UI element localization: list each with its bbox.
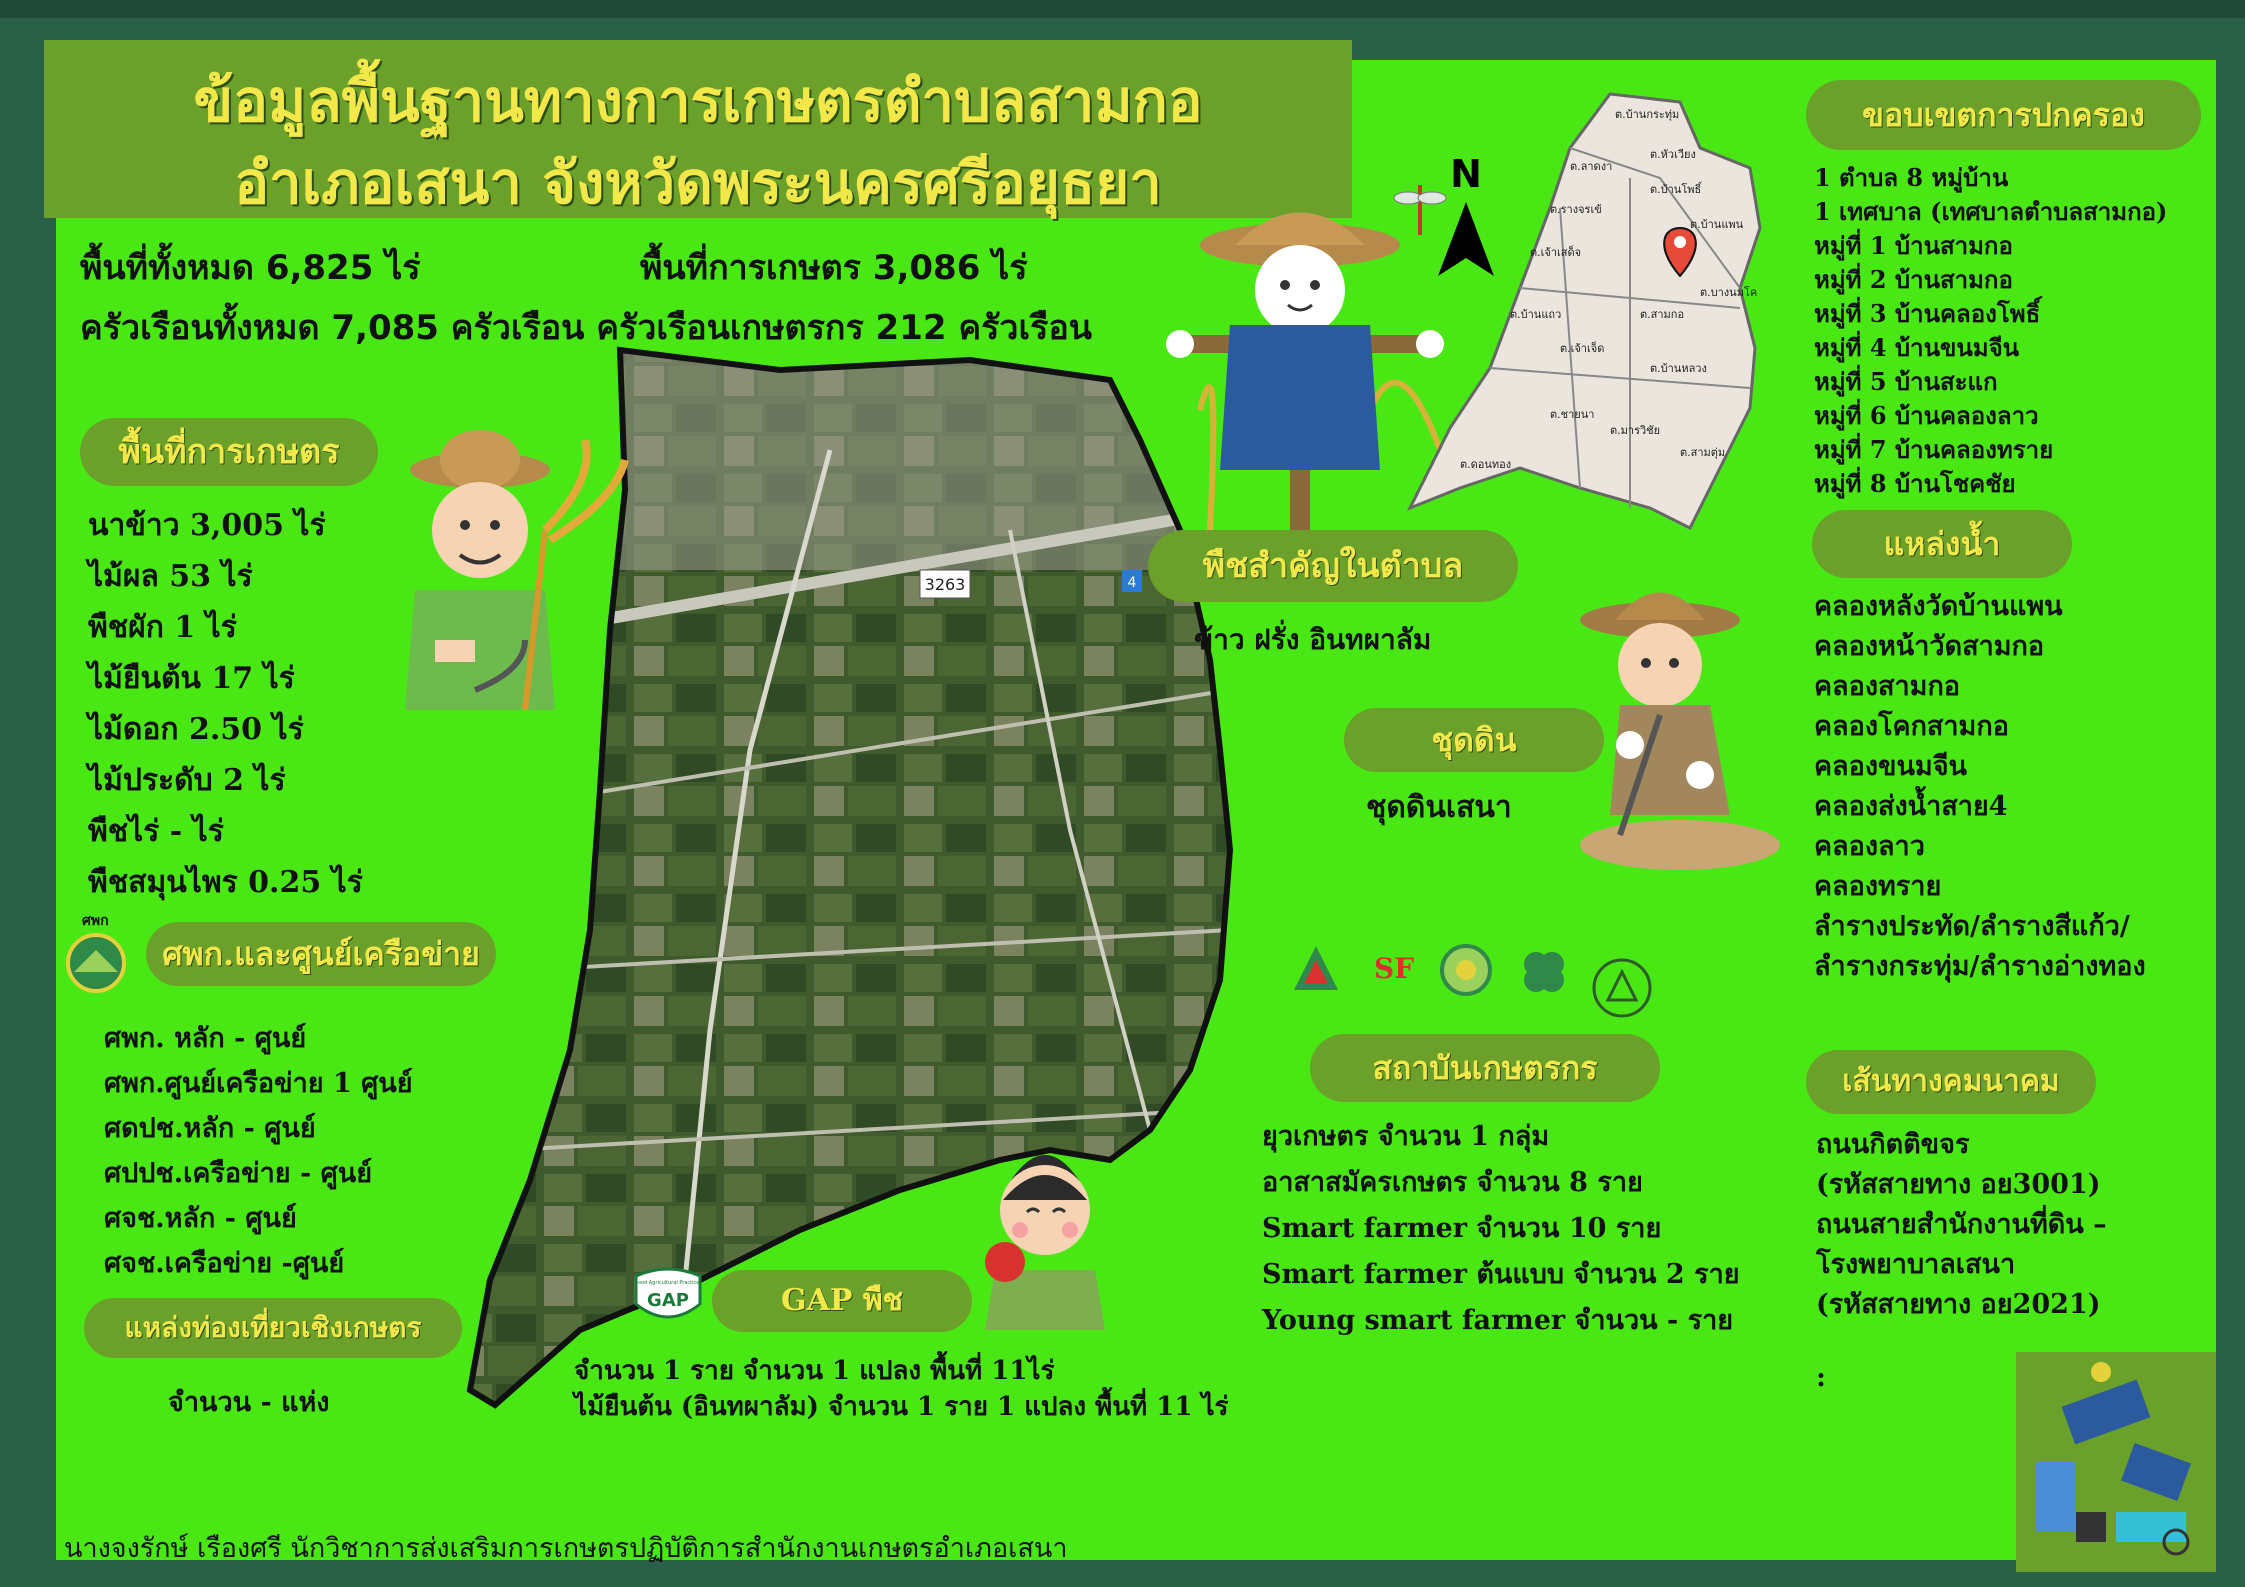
water-heading: แหล่งน้ำ (1812, 510, 2072, 578)
admin-item: 1 ตำบล 8 หมู่บ้าน (1814, 163, 2009, 192)
district-label: ต.บ้านแถว (1510, 308, 1562, 321)
agri-area-item: พืชไร่ - ไร่ (88, 814, 224, 849)
soil-heading: ชุดดิน (1344, 708, 1604, 772)
farmer-rice-illustration (375, 420, 665, 720)
district-label: ต.บ้านแพน (1690, 218, 1744, 231)
water-item: ลำรางกระทุ่ม/ลำรางอ่างทอง (1814, 951, 2146, 982)
admin-item: 1 เทศบาล (เทศบาลตำบลสามกอ) (1814, 197, 2168, 226)
transport-item: (รหัสสายทาง อย3001) (1816, 1169, 2101, 1200)
doae-logo-2-icon (1590, 956, 1654, 1020)
transport-item: โรงพยาบาลเสนา (1816, 1249, 2016, 1280)
agri-area-heading: พื้นที่การเกษตร (80, 418, 378, 486)
institution-item: Smart farmer ต้นแบบ จำนวน 2 ราย (1262, 1259, 1740, 1290)
transport-item: (รหัสสายทาง อย2021) (1816, 1289, 2101, 1320)
road-number-label: 3263 (924, 575, 966, 594)
institution-item: ยุวเกษตร จำนวน 1 กลุ่ม (1262, 1121, 1550, 1152)
gap-badge-icon (630, 1266, 706, 1330)
water-item: คลองหลังวัดบ้านแพน (1814, 591, 2063, 622)
institutions-heading: สถาบันเกษตรกร (1310, 1034, 1660, 1102)
admin-item: หมู่ที่ 7 บ้านคลองทราย (1814, 435, 2054, 464)
transport-heading: เส้นทางคมนาคม (1806, 1050, 2096, 1114)
gap-line-2: ไม้ยืนต้น (อินทผาลัม) จำนวน 1 ราย 1 แปลง พื้นที่ 11 ไร่ (574, 1392, 1229, 1422)
gap-line-1: จำนวน 1 ราย จำนวน 1 แปลง พื้นที่ 11ไร่ (574, 1356, 1055, 1386)
soil-value: ชุดดินเสนา (1366, 790, 1512, 825)
gap-heading: GAP พืช (712, 1270, 972, 1332)
district-label: ต.บ้านหลวง (1650, 362, 1707, 375)
agri-area-item: พืชผัก 1 ไร่ (88, 610, 237, 645)
tourism-heading: แหล่งท่องเที่ยวเชิงเกษตร (84, 1298, 462, 1358)
transport-item: ถนนสายสำนักงานที่ดิน – (1816, 1209, 2107, 1240)
agri-area-text: พื้นที่การเกษตร 3,086 ไร่ (640, 248, 1028, 288)
network-item: ศพก. หลัก - ศูนย์ (104, 1023, 307, 1054)
district-label: ต.บางนมโค (1700, 286, 1758, 299)
water-item: คลองส่งน้ำสาย4 (1814, 791, 2008, 822)
admin-heading: ขอบเขตการปกครอง (1806, 80, 2201, 150)
soil-digger-illustration (1560, 575, 1780, 875)
footer-author: นางจงรักษ์ เรืองศรี นักวิชาการส่งเสริมการเกษตรปฏิบัติการสำนักงานเกษตรอำเภอเสนา (64, 1533, 1068, 1564)
network-item: ศดปช.หลัก - ศูนย์ (104, 1113, 316, 1144)
network-item: ศพก.ศูนย์เครือข่าย 1 ศูนย์ (104, 1068, 413, 1099)
total-area-text: พื้นที่ทั้งหมด 6,825 ไร่ (80, 248, 421, 288)
agri-area-item: พืชสมุนไพร 0.25 ไร่ (88, 865, 363, 900)
district-map (1400, 88, 1780, 548)
gap-badge-caption: Good Agricultural Practices (634, 1280, 702, 1286)
district-label: ต.สามตุ่ม (1680, 446, 1726, 459)
institution-item: Young smart farmer จำนวน - ราย (1262, 1305, 1734, 1336)
gap-badge-text: GAP (647, 1290, 689, 1311)
admin-item: หมู่ที่ 2 บ้านสามกอ (1814, 265, 2013, 294)
transport-trailing: : (1816, 1362, 1826, 1393)
doae-logo-icon (60, 910, 132, 998)
water-item: คลองสามกอ (1814, 671, 1961, 702)
agri-area-item: ไม้ประดับ 2 ไร่ (88, 763, 286, 798)
network-heading: ศพก.และศูนย์เครือข่าย (146, 922, 496, 986)
crops-value: ข้าว ฝรั่ง อินทผาลัม (1194, 623, 1432, 656)
title-line-2: อำเภอเสนา จังหวัดพระนครศรีอยุธยา (234, 149, 1162, 217)
district-label: ต.ชายนา (1550, 408, 1595, 421)
water-item: คลองหน้าวัดสามกอ (1814, 631, 2045, 662)
water-item: ลำรางประทัด/ลำรางสีแก้ว/ (1814, 911, 2130, 942)
transport-illustration (2016, 1352, 2216, 1572)
north-label: N (1450, 152, 1482, 196)
crops-heading: พืชสำคัญในตำบล (1148, 530, 1518, 602)
top-dark-band (0, 0, 2245, 18)
sf-logo-text: SF (1373, 952, 1415, 985)
network-item: ศจช.หลัก - ศูนย์ (104, 1203, 297, 1234)
boy-apple-illustration (975, 1130, 1115, 1330)
admin-item: หมู่ที่ 5 บ้านสะแก (1814, 367, 1998, 396)
households-text: ครัวเรือนทั้งหมด 7,085 ครัวเรือน ครัวเรือนเกษตรกร 212 ครัวเรือน (80, 308, 1092, 348)
admin-item: หมู่ที่ 4 บ้านขนมจีน (1814, 333, 2020, 362)
institution-item: Smart farmer จำนวน 10 ราย (1262, 1213, 1662, 1244)
transport-item: ถนนกิตติขจร (1816, 1129, 1970, 1160)
district-label: ต.บ้านกระทุ่ม (1615, 108, 1680, 121)
tourism-value: จำนวน - แห่ง (168, 1387, 330, 1418)
smart-farmer-logo-icon (1364, 942, 1424, 998)
agri-area-item: ไม้ผล 53 ไร่ (88, 559, 253, 594)
water-item: คลองโคกสามกอ (1814, 711, 2009, 742)
four-h-clover-icon (1516, 944, 1572, 1000)
district-label: ต.ลาดงา (1570, 160, 1613, 173)
district-label: ต.รางจรเข้ (1550, 203, 1602, 216)
agri-area-item: นาข้าว 3,005 ไร่ (88, 508, 326, 543)
logo-1-icon (1288, 942, 1344, 998)
agri-area-item: ไม้ยืนต้น 17 ไร่ (88, 661, 295, 696)
network-item: ศปปช.เครือข่าย - ศูนย์ (104, 1158, 373, 1189)
water-item: คลองขนมจีน (1814, 751, 1967, 782)
title-line-1: ข้อมูลพื้นฐานทางการเกษตรตำบลสามกอ (193, 67, 1203, 135)
water-item: คลองลาว (1814, 831, 1925, 862)
water-item: คลองทราย (1814, 871, 1942, 902)
admin-item: หมู่ที่ 3 บ้านคลองโพธิ์ (1814, 299, 2041, 328)
agri-area-item: ไม้ดอก 2.50 ไร่ (88, 712, 304, 747)
district-label: ต.หัวเวียง (1650, 148, 1696, 161)
admin-item: หมู่ที่ 6 บ้านคลองลาว (1814, 401, 2039, 430)
district-label: ต.มารวิชัย (1610, 424, 1661, 437)
road-number-label-2: 4 (1127, 575, 1137, 591)
district-label: ต.เจ้าเจ็ด (1560, 342, 1605, 355)
community-enterprise-logo-icon (1438, 942, 1494, 998)
district-label: ต.ดอนทอง (1460, 458, 1512, 471)
admin-item: หมู่ที่ 1 บ้านสามกอ (1814, 231, 2013, 260)
district-label: ต.บ้านโพธิ์ (1650, 183, 1702, 196)
district-label: ต.สามกอ (1640, 308, 1685, 321)
district-label: ต.เจ้าเสด็จ (1530, 246, 1582, 259)
doae-logo-text: ศพก (82, 913, 109, 929)
admin-item: หมู่ที่ 8 บ้านโชคชัย (1814, 469, 2016, 498)
institution-item: อาสาสมัครเกษตร จำนวน 8 ราย (1262, 1167, 1643, 1198)
network-item: ศจช.เครือข่าย -ศูนย์ (104, 1248, 345, 1279)
